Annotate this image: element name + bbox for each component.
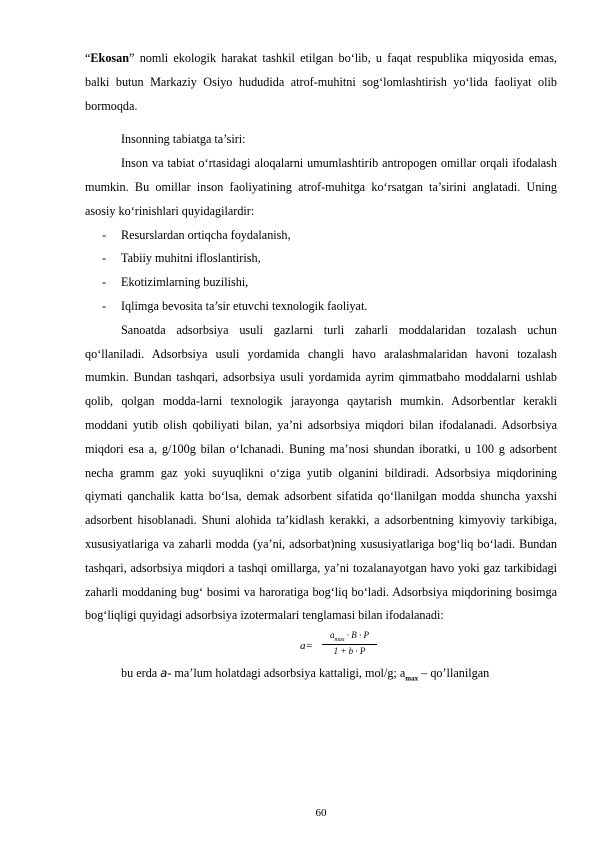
formula-denominator: 1 + b · P	[333, 645, 366, 656]
intro-paragraph: “Ekosan” nomli ekologik harakat tashkil etilgan bo‘lib, u faqat respublika miqyosida emas, balki butun Markaziy Osiyo hududida atrof-muhitni sog‘lomlashtirish yo‘lida faoliyat olib bormoqda.	[85, 51, 557, 113]
page-content	[85, 47, 557, 819]
ekosan-name: Ekosan	[90, 51, 130, 65]
list-item: - Iqlimga bevosita ta’sir etuvchi texnologik faoliyat.	[102, 298, 368, 313]
list-item: - Ekotizimlarning buzilishi,	[102, 275, 249, 290]
formula-fraction	[322, 630, 377, 656]
section-heading: Insonning tabiatga ta’siri:	[121, 132, 246, 147]
list-item: - Tabiiy muhitni ifloslantirish,	[102, 251, 261, 266]
list-item: - Resurslardan ortiqcha foydalanish,	[102, 227, 291, 242]
page-number: 60	[315, 807, 327, 819]
definition-paragraph: bu erda a- ma’lum holatdagi adsorbsiya kattaligi, mol/g; $a_{max}$ – qo’llanilgan	[121, 666, 490, 683]
formula-lhs: a=	[300, 640, 313, 653]
adsorbsiya-paragraph: Sanoatda adsorbsiya usuli gazlarni turli zaharli moddalaridan tozalash uchun qo‘llaniladi. Adsorbsiya usuli yordamida changli havo aralashmalaridan havoni tozalash mumkin. Bundan tashqari, adsorbsiya usuli yordamida ayrim qimmatbaho moddalarni ushlab qolib, qolgan modda-larni texnologik jarayonga qaytarish mumkin. Adsorbentlar kerakli moddani yutib olish qobiliyati bilan, ya’ni adsorbsiya miqdori bilan ifodalanadi. Adsorbsiya miqdori esa a, g/100g bilan o‘lchanadi. Buning ma’nosi shundan iboratki, u 100 g adsorbent necha gramm gaz yoki suyuqlikni o‘ziga yutib olganini bildiradi. Adsorbsiya miqdorining qiymati qanchalik katta bo‘lsa, demak adsorbent sifatida qo‘llanilgan modda shuncha yaxshi adsorbent hisoblanadi. Shuni alohida ta’kidlash kerakki, a adsorbentning kimyoviy tarkibiga, xususiyatlariga va zaharli modda (ya’ni, adsorbat)ning xususiyatlariga bog‘liq bo‘ladi. Bundan tashqari, adsorbsiya miqdori a tashqi omillarga, ya’ni tozalanayotgan havo yoki gaz tarkibidagi zaharli moddaning bug‘ bosimi va haroratiga bog‘liq bo‘ladi. Adsorbsiya miqdorining bosimga bog‘liqligi quyidagi adsorbsiya izotermalari tenglamasi bilan ifodalanadi:	[85, 322, 557, 623]
isotherm-formula	[85, 628, 557, 662]
inson-paragraph: Inson va tabiat o‘rtasidagi aloqalarni umumlashtirib antropogen omillar orqali ifodalash mumkin. Bu omillar inson faoliyatining atrof-muhitga ko‘rsatgan ta’sirini anglatadi. Uning asosiy ko‘rinishlari quyidagilardir:	[85, 156, 557, 218]
formula-numerator: $a_{max} \cdot B \cdot P$	[322, 630, 377, 645]
